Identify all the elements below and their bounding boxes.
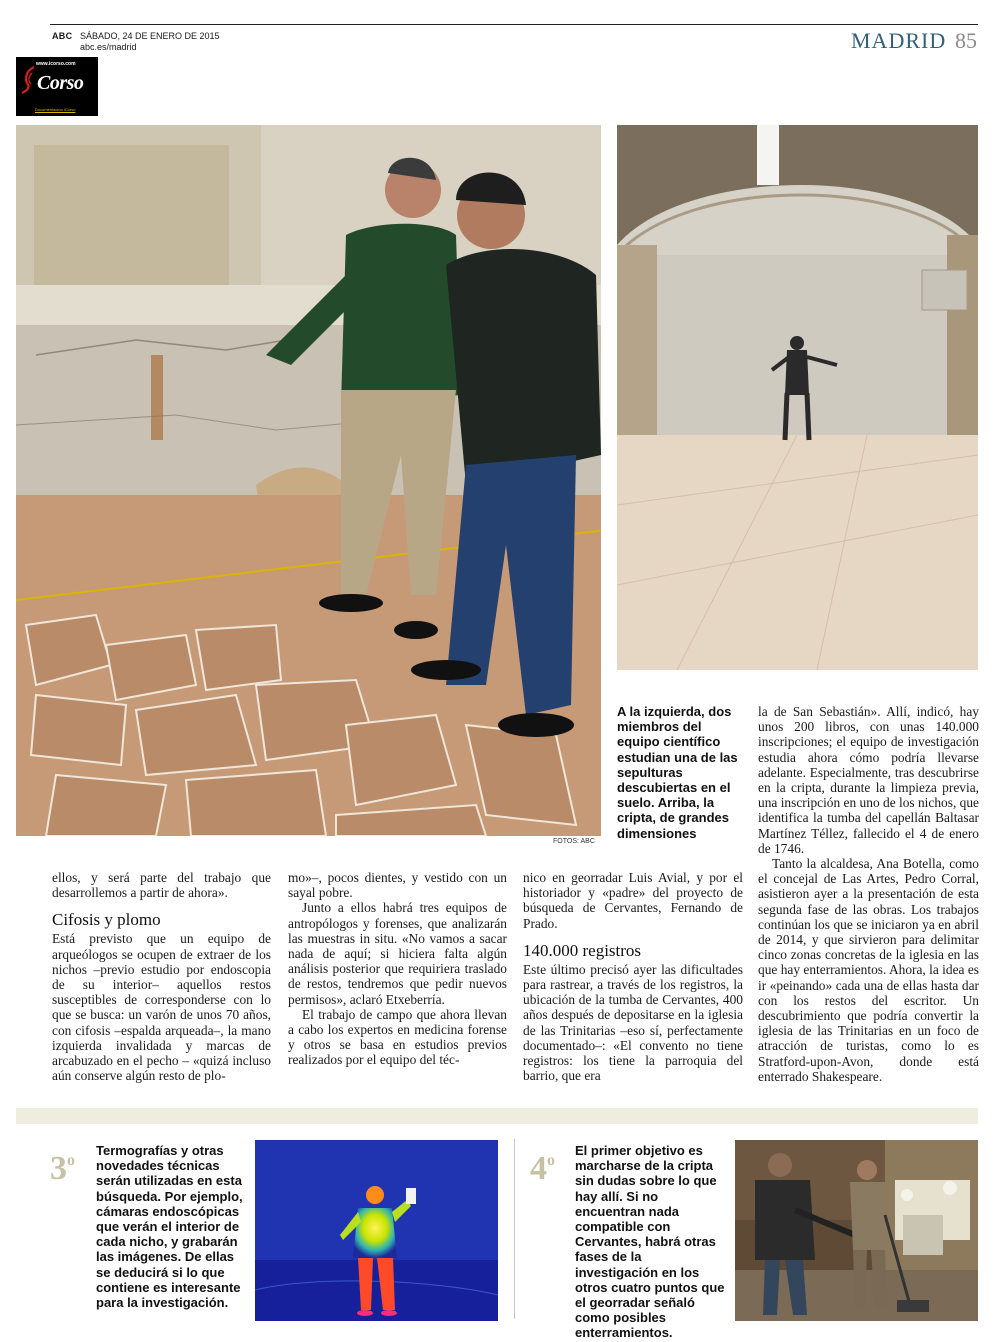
paragraph: Está previsto que un equipo de arqueólogos se ocupen de extraer de los nichos –previo estudio por endoscopia de su interior– aquellos restos susceptibles de corresponderse con lo que se busca: un varón de unos 70 años, con cifosis –espalda arqueada–, la mano izquierda invalidada y marcas de arcabuzado en el pecho – «quizá incluso aún conserve algún resto de plo- [52,931,271,1084]
paragraph: El trabajo de campo que ahora llevan a cabo los expertos en medicina forense y otros se basa en estudios previos realizados por el equipo del téc- [288,1006,507,1068]
step-4-text: El primer objetivo es marcharse de la cripta sin dudas sobre lo que hay allí. Si no encuentran nada compatible con Cervantes, habrá otras fases de la investigación en los otros cuatro puntos que el georradar señaló como posibles enterramientos. [575,1143,725,1341]
section-title: MADRID [851,28,947,53]
article-column-right [758,704,979,1084]
step-3-number: 3$^o$ [50,1150,75,1187]
page-number: 85 [955,28,977,53]
header-date: SÁBADO, 24 DE ENERO DE 2015 [80,31,220,41]
header-url: abc.es/madrid [80,42,137,52]
logo-flourish-icon [20,65,38,95]
subhead-registros: 140.000 registros [523,940,642,960]
photo-credit: FOTOS: ABC [553,838,595,845]
logo-name: Corso [37,72,84,94]
photo-thermography [255,1140,498,1321]
article-column-3 [523,870,743,1083]
photo-georadar [735,1140,978,1321]
photo-crypt [617,125,978,670]
paragraph: ellos, y será parte del trabajo que desarrollemos a partir de ahora». [52,870,271,901]
paragraph: Tanto la alcaldesa, Ana Botella, como el concejal de Las Artes, Pedro Corral, asistieron ayer a la presentación de esta segunda fase de las obras. Los trabajos continúan los que se iniciaron ya en abril de 2014, y que sirvieron para delimitar cinco zonas concretas de la iglesia en las que hay enterramientos. Ahora, la idea es ir «peinando» cada una de ellas hasta dar con los restos del escritor. Un descubrimiento que podría convertir la iglesia de las Trinitarias en un foco de atracción de turistas, como lo es Stratford-upon-Avon, donde está enterrado Shakespeare. [758,856,979,1084]
step-divider [514,1139,515,1319]
photo-tomb-inspection [16,125,601,836]
header-dateline [80,31,220,53]
article-column-2 [288,870,507,1068]
step-3-text: Termografías y otras novedades técnicas serán utilizadas en esta búsqueda. Por ejemplo, cámaras endoscópicas que verán el interior de cada nicho, y grabarán las imágenes. De ellas se deducirá si lo que contiene es interesante para la investigación. [96,1143,243,1311]
infographic-band [16,1108,978,1124]
logo-tagline: Documentación iCorso [35,107,76,112]
paragraph: mo»–, pocos dientes, y vestido con un sayal pobre. [288,870,507,901]
step-4-number: 4$^o$ [530,1150,555,1187]
logo-url: www.icorso.com [36,61,76,67]
paragraph: nico en georradar Luis Avial, y por el historiador y «padre» del proyecto de búsqueda de Cervantes, Fernando de Prado. [523,870,743,931]
newspaper-name: ABC [52,31,73,41]
subhead-cifosis: Cifosis y plomo [52,910,161,930]
photo-caption: A la izquierda, dos miembros del equipo científico estudian una de las sepulturas descubiertas en el suelo. Arriba, la cripta, de grandes dimensiones [617,704,738,841]
paragraph: Este último precisó ayer las dificultades para rastrear, a través de los registros, la ubicación de la tumba de Cervantes, 400 años después de depositarse en la iglesia de las Trinitarias –eso sí, perfectamente documentado–: «El convento no tiene registros: los tiene la parroquia del barrio, que era [523,961,743,1084]
article-column-1 [52,870,271,1083]
paragraph: la de San Sebastián». Allí, indicó, hay unos 200 libros, con unas 140.000 inscripciones; el equipo de investigación estudia ahora cómo podría llevarse adelante. Especialmente, tras descubrirse en la cripta, durante la limpieza previa, una inscripción en uno de los nichos, que identifica la tumba del capellán Baltasar Martínez Téllez, fallecido el 4 de enero de 1746. [758,704,979,856]
paragraph: Junto a ellos habrá tres equipos de antropólogos y forenses, que analizarán las muestras in situ. «No vamos a sacar nada de aquí; si hiciera falta algún análisis posterior que requiriera traslado de restos, tendremos que pedir nuevos permisos», aclaró Etxeberría. [288,900,507,1007]
header-rule [50,24,978,25]
corso-logo [16,57,98,116]
